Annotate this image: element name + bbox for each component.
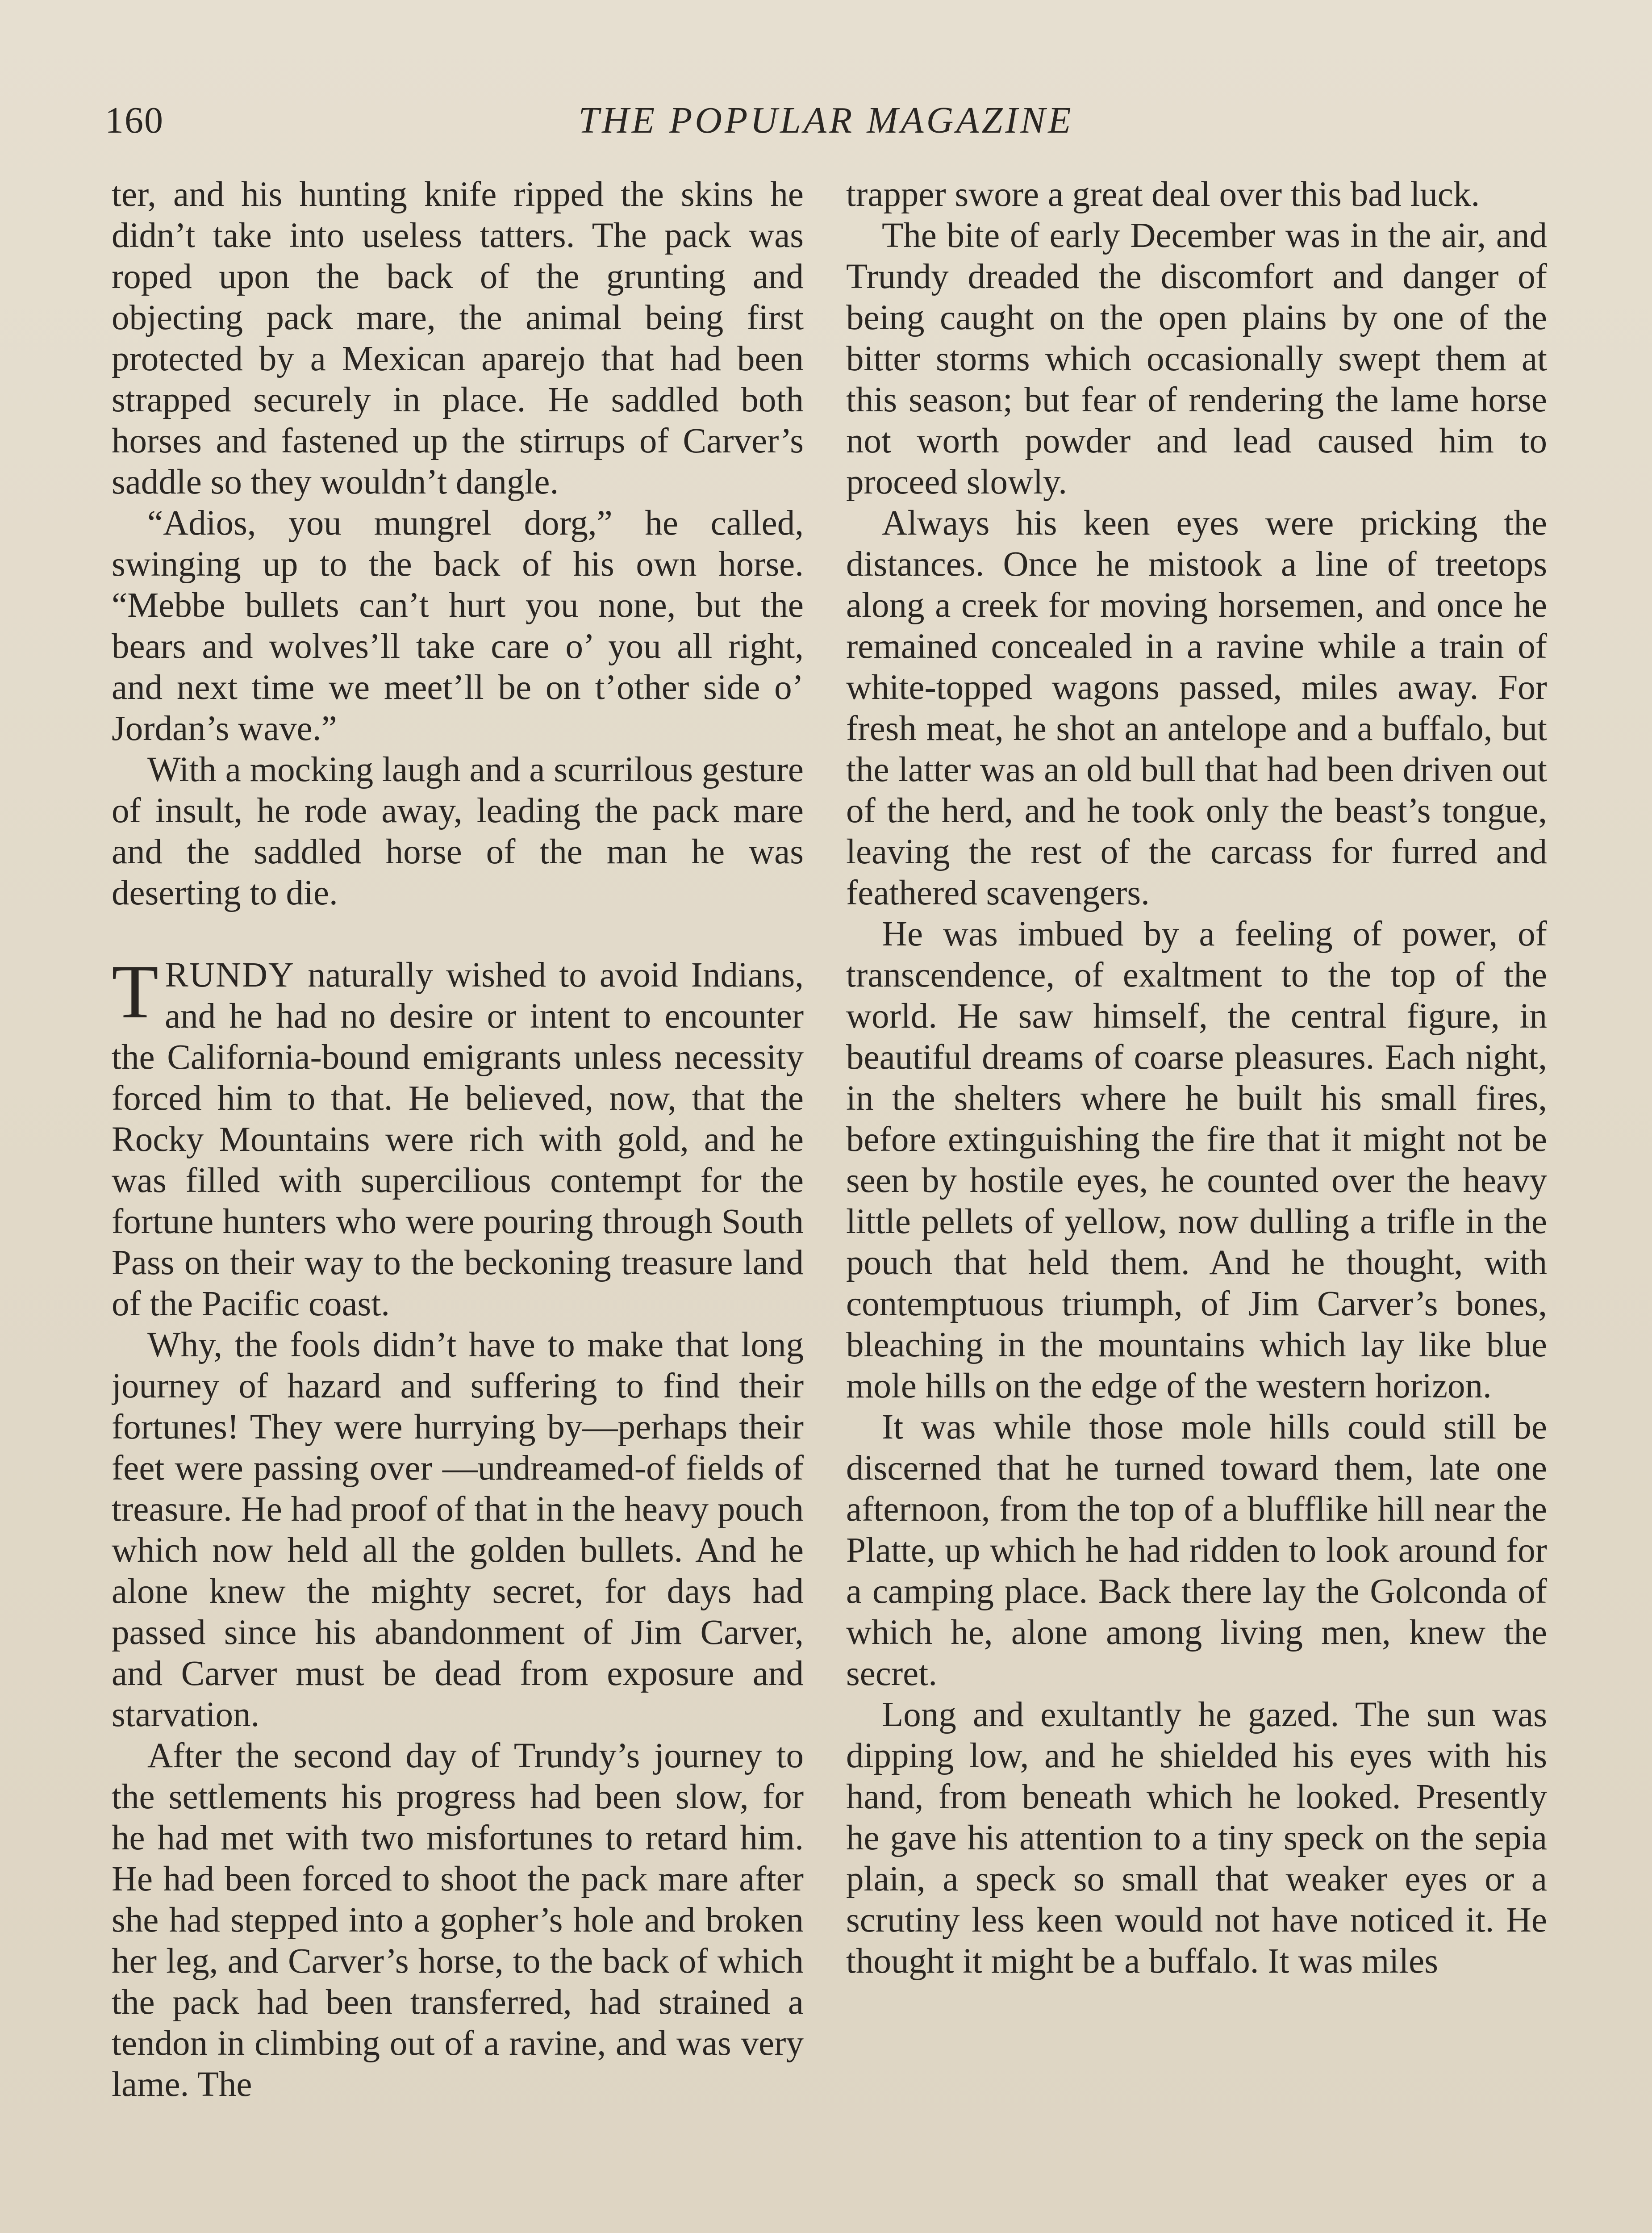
paragraph: Why, the fools didn’t have to make that long journey of hazard and suffering to find their fortunes! They were hurrying by—perhaps their feet were passing over —undreamed-of fields of treasure. He had proof of that in the heavy pouch which now held all the golden bullets. And he alone knew the mighty secret, for days had passed since his abandonment of Jim Carver, and Carver must be dead from exposure and starvation.: [112, 1326, 804, 1734]
paragraph-text: naturally wished to avoid Indians, and he had no desire or intent to encounter the California-bound emigrants unless necessity forced him to that. He believed, now, that the Rocky Mountains were rich with gold, and he was filled with supercilious contempt for the fortune hunters who were pouring through South Pass on their way to the beckoning treasure land of the Pacific coast.: [112, 956, 804, 1323]
page-header: [105, 92, 1547, 159]
paragraph: “Adios, you mungrel dorg,” he called, swinging up to the back of his own horse. “Mebbe bullets can’t hurt you none, but the bears and wolves’ll take care o’ you all right, and next time we meet’ll be on t’other side o’ Jordan’s wave.”: [112, 504, 804, 748]
paragraph: trapper swore a great deal over this bad luck.: [846, 175, 1480, 214]
section-opening-paragraph: [112, 949, 804, 1325]
paragraph: He was imbued by a feeling of power, of transcendence, of exaltment to the top of the world. He saw himself, the central figure, in beautiful dreams of coarse pleasures. Each night, in the shelters where he built his small fires, before extinguishing the fire that it might not be seen by hostile eyes, he counted over the heavy little pellets of yellow, now dulling a trifle in the pouch that held them. And he thought, with contemptuous triumph, of Jim Carver’s bones, bleaching in the mountains which lay like blue mole hills on the edge of the western horizon.: [846, 915, 1547, 1405]
paragraph: After the second day of Trundy’s journey to the settlements his progress had been slow, for he had met with two misfortunes to retard him. He had been forced to shoot the pack mare after she had stepped into a gopher’s hole and broken her leg, and Carver’s horse, to the back of which the pack had been transferred, had strained a tendon in climbing out of a ravine, and was very lame. The: [112, 1736, 804, 2104]
paragraph: With a mocking laugh and a scurrilous gesture of insult, he rode away, leading the pack mare and the saddled horse of the man he was deserting to die.: [112, 750, 804, 912]
paragraph: It was while those mole hills could still be discerned that he turned toward them, late one afternoon, from the top of a blufflike hill near the Platte, up which he had ridden to look around for a camping place. Back there lay the Golconda of which he, alone among living men, knew the secret.: [846, 1408, 1547, 1693]
right-column: [846, 174, 1547, 2233]
paragraph: The bite of early December was in the air, and Trundy dreaded the discomfort and danger of being caught on the open plains by one of the bitter storms which occasionally swept them at this season; but fear of rendering the lame horse not worth powder and lead caused him to proceed slowly.: [846, 216, 1547, 502]
paragraph: Always his keen eyes were pricking the distances. Once he mistook a line of treetops along a creek for moving horsemen, and once he remained concealed in a ravine while a train of white-topped wagons passed, miles away. For fresh meat, he shot an antelope and a buffalo, but the latter was an old bull that had been driven out of the herd, and he took only the beast’s tongue, leaving the rest of the carcass for furred and feathered scavengers.: [846, 504, 1547, 912]
paragraph: ter, and his hunting knife ripped the skins he didn’t take into useless tatters. The pack was roped upon the back of the grunting and objecting pack mare, the animal being first protected by a Mexican aparejo that had been strapped securely in place. He saddled both horses and fastened up the stirrups of Carver’s saddle so they wouldn’t dangle.: [112, 175, 804, 502]
paragraph: Long and exultantly he gazed. The sun was dipping low, and he shielded his eyes with his hand, from beneath which he looked. Presently he gave his attention to a tiny speck on the sepia plain, a speck so small that weaker eyes or a scrutiny less keen would not have noticed it. He thought it might be a buffalo. It was miles: [846, 1695, 1547, 1981]
page-number: 160: [105, 100, 164, 141]
drop-cap: T: [112, 949, 159, 1034]
running-title: THE POPULAR MAGAZINE: [578, 100, 1074, 141]
small-caps-word: RUNDY: [165, 956, 295, 995]
left-column: [112, 174, 804, 2233]
